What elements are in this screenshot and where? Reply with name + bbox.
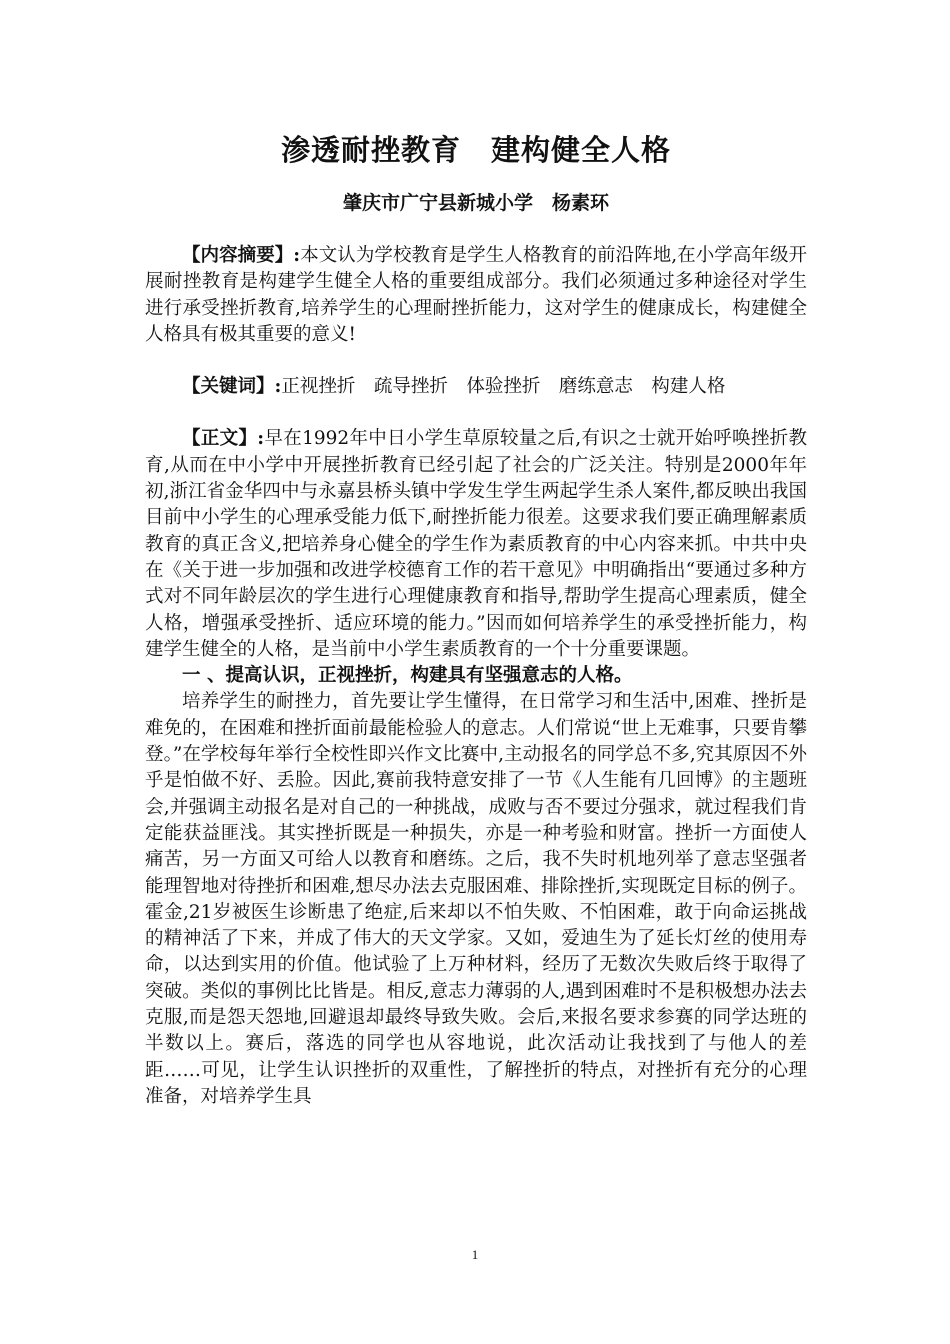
section-1-heading: 一 、提高认识，正视挫折，构建具有坚强意志的人格。 <box>182 665 633 687</box>
author-line: 肇庆市广宁县新城小学 杨素环 <box>342 192 609 214</box>
body-intro-paragraph <box>145 426 807 663</box>
section-1-paragraph: 培养学生的耐挫力，首先要让学生懂得，在日常学习和生活中,困难、挫折是难免的，在困难和挫折面前最能检验人的意志。人们常说“世上无难事，只要肯攀登。”在学校每年举行全校性即兴作文比赛中,主动报名的同学总不多,究其原因不外乎是怕做不好、丢脸。因此,赛前我特意安排了一节《人生能有几回博》的主题班会,并强调主动报名是对自己的一种挑战，成败与否不要过分强求，就过程我们肯定能获益匪浅。其实挫折既是一种损失，亦是一种考验和财富。挫折一方面使人痛苦，另一方面又可给人以教育和磨练。之后，我不失时机地列举了意志坚强者能理智地对待挫折和困难,想尽办法去克服困难、排除挫折,实现既定目标的例子。霍金,21岁被医生诊断患了绝症,后来却以不怕失败、不怕困难，敢于向命运挑战的精神活了下来，并成了伟大的天文学家。又如，爱迪生为了延长灯丝的使用寿命，以达到实用的价值。他试验了上万种材料，经历了无数次失败后终于取得了突破。类似的事例比比皆是。相反,意志力薄弱的人,遇到困难时不是积极想办法去克服,而是怨天怨地,回避退却最终导致失败。会后,来报名要求参赛的同学达班的半数以上。赛后，落选的同学也从容地说，此次活动让我找到了与他人的差距……可见，让学生认识挫折的双重性，了解挫折的特点，对挫折有充分的心理准备，对培养学生具 <box>145 691 807 1107</box>
body-label: 【正文】: <box>182 428 265 450</box>
abstract-label: 【内容摘要】: <box>182 245 301 266</box>
keywords-label: 【关键词】: <box>182 376 282 398</box>
page-number: 1 <box>471 1247 479 1262</box>
abstract-paragraph <box>145 243 807 348</box>
keywords-text: 正视挫折 疏导挫折 体验挫折 磨练意志 构建人格 <box>281 376 726 398</box>
document-page <box>145 118 807 1110</box>
abstract-text: 本文认为学校教育是学生人格教育的前沿阵地,在小学高年级开展耐挫教育是构建学生健全人格的重要组成部分。我们必须通过多种途径对学生进行承受挫折教育,培养学生的心理耐挫折能力，这对学生的健康成长，构建健全人格具有极其重要的意义! <box>145 245 807 345</box>
document-title: 渗透耐挫教育 建构健全人格 <box>280 133 671 167</box>
keywords-paragraph <box>145 374 807 400</box>
body-intro-text: 早在1992年中日小学生草原较量之后,有识之士就开始呼唤挫折教育,从而在中小学中开展挫折教育已经引起了社会的广泛关注。特别是2000年年初,浙江省金华四中与永嘉县桥头镇中学发生学生两起学生杀人案件,都反映出我国目前中小学生的心理承受能力低下,耐挫折能力很差。这要求我们要正确理解素质教育的真正含义,把培养身心健全的学生作为素质教育的中心内容来抓。中共中央在《关于进一步加强和改进学校德育工作的若干意见》中明确指出“要通过多种方式对不同年龄层次的学生进行心理健康教育和指导,帮助学生提高心理素质，健全人格，增强承受挫折、适应环境的能力。”因而如何培养学生的承受挫折能力，构建学生健全的人格，是当前中小学生素质教育的一个十分重要课题。 <box>145 428 807 660</box>
